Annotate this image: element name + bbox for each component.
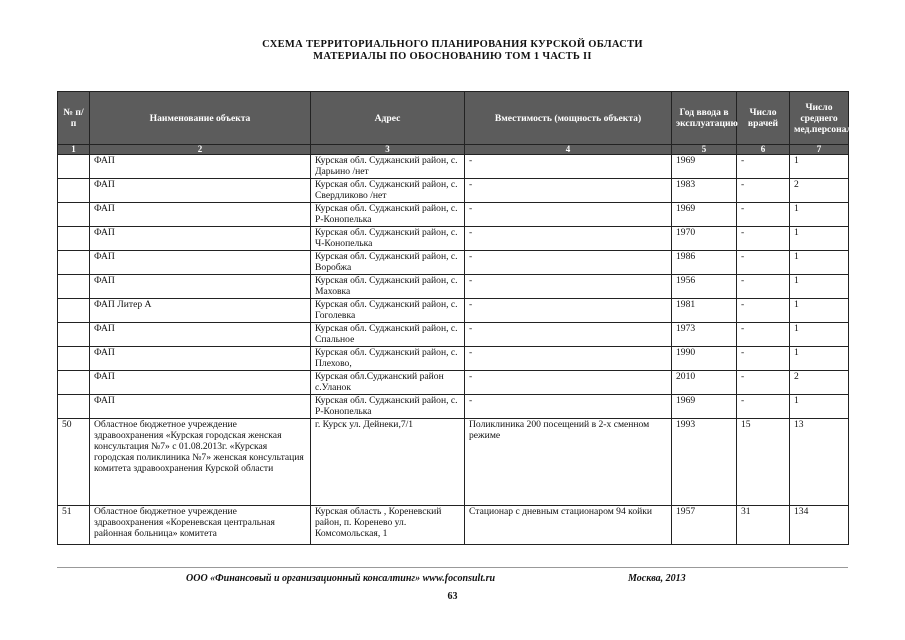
col-number: 7 <box>790 145 849 155</box>
year-commissioned-cell: 1969 <box>672 395 737 419</box>
table-row <box>58 419 849 506</box>
object-name-cell: ФАП <box>90 227 311 251</box>
table-row <box>58 506 849 545</box>
year-commissioned-cell: 1957 <box>672 506 737 545</box>
col-header-name: Наименование объекта <box>90 92 311 145</box>
nurses-count-cell: 1 <box>790 203 849 227</box>
year-commissioned-cell: 1970 <box>672 227 737 251</box>
year-commissioned-cell: 1983 <box>672 179 737 203</box>
facilities-table <box>57 91 857 545</box>
object-name-cell: ФАП <box>90 251 311 275</box>
nurses-count-cell: 134 <box>790 506 849 545</box>
col-header-address: Адрес <box>311 92 465 145</box>
col-number: 2 <box>90 145 311 155</box>
address-cell: Курская обл. Суджанский район, с. Маховка <box>311 275 465 299</box>
nurses-count-cell: 1 <box>790 323 849 347</box>
nurses-count-cell: 1 <box>790 251 849 275</box>
table-row <box>58 179 849 203</box>
row-number-cell <box>58 323 90 347</box>
year-commissioned-cell: 1956 <box>672 275 737 299</box>
doctors-count-cell: 15 <box>737 419 790 506</box>
document-title-line2: МАТЕРИАЛЫ ПО ОБОСНОВАНИЮ ТОМ 1 ЧАСТЬ II <box>313 51 592 62</box>
address-cell: Курская обл. Суджанский район, с. Ч-Конопелька <box>311 227 465 251</box>
table-column-numbers-row <box>58 145 849 155</box>
row-number-cell <box>58 299 90 323</box>
capacity-cell: - <box>465 371 672 395</box>
address-cell: Курская обл. Суджанский район, с. Спальное <box>311 323 465 347</box>
row-number-cell <box>58 179 90 203</box>
table-row <box>58 371 849 395</box>
doctors-count-cell: - <box>737 227 790 251</box>
address-cell: Курская обл. Суджанский район, с. Свердликово /нет <box>311 179 465 203</box>
capacity-cell: - <box>465 347 672 371</box>
capacity-cell: - <box>465 179 672 203</box>
object-name-cell: ФАП <box>90 371 311 395</box>
nurses-count-cell: 2 <box>790 371 849 395</box>
doctors-count-cell: - <box>737 395 790 419</box>
footer-organization: ООО «Финансовый и организационный консалтинг» www.foconsult.ru <box>186 573 496 584</box>
table-body <box>58 155 849 545</box>
nurses-count-cell: 1 <box>790 155 849 179</box>
year-commissioned-cell: 1969 <box>672 155 737 179</box>
year-commissioned-cell: 1981 <box>672 299 737 323</box>
row-number-cell <box>58 155 90 179</box>
row-number-cell <box>58 275 90 299</box>
object-name-cell: Областное бюджетное учреждение здравоохранения «Курская городская женская консультация №7» с 01.08.2013г. «Курская городская поликлиника №7» женская консультация комитета здравоохранения Курской области <box>90 419 311 506</box>
capacity-cell: - <box>465 227 672 251</box>
col-number: 4 <box>465 145 672 155</box>
col-header-capacity: Вместимость (мощность объекта) <box>465 92 672 145</box>
capacity-cell: - <box>465 395 672 419</box>
capacity-cell: Стационар с дневным стационаром 94 койки <box>465 506 672 545</box>
object-name-cell: ФАП <box>90 347 311 371</box>
nurses-count-cell: 1 <box>790 227 849 251</box>
capacity-cell: - <box>465 251 672 275</box>
address-cell: Курская обл. Суджанский район, с. Гоголевка <box>311 299 465 323</box>
object-name-cell: ФАП <box>90 275 311 299</box>
object-name-cell: ФАП <box>90 155 311 179</box>
year-commissioned-cell: 1969 <box>672 203 737 227</box>
row-number-cell <box>58 251 90 275</box>
capacity-cell: - <box>465 203 672 227</box>
address-cell: Курская обл.Суджанский район с.Уланок <box>311 371 465 395</box>
footer-city-year: Москва, 2013 <box>628 573 686 584</box>
address-cell: г. Курск ул. Дейнеки,7/1 <box>311 419 465 506</box>
object-name-cell: Областное бюджетное учреждение здравоохранения «Кореневская центральная районная больница» комитета <box>90 506 311 545</box>
page-number: 63 <box>447 591 458 602</box>
row-number-cell <box>58 395 90 419</box>
object-name-cell: ФАП Литер А <box>90 299 311 323</box>
col-number: 1 <box>58 145 90 155</box>
table-row <box>58 227 849 251</box>
col-number: 5 <box>672 145 737 155</box>
doctors-count-cell: 31 <box>737 506 790 545</box>
address-cell: Курская область , Кореневский район, п. Коренево ул. Комсомольская, 1 <box>311 506 465 545</box>
doctors-count-cell: - <box>737 155 790 179</box>
doctors-count-cell: - <box>737 323 790 347</box>
row-number-cell: 50 <box>58 419 90 506</box>
table-row <box>58 347 849 371</box>
table-row <box>58 323 849 347</box>
nurses-count-cell: 1 <box>790 347 849 371</box>
capacity-cell: Поликлиника 200 посещений в 2-х сменном режиме <box>465 419 672 506</box>
table-row <box>58 203 849 227</box>
capacity-cell: - <box>465 155 672 179</box>
row-number-cell <box>58 203 90 227</box>
doctors-count-cell: - <box>737 371 790 395</box>
capacity-cell: - <box>465 299 672 323</box>
doctors-count-cell: - <box>737 299 790 323</box>
nurses-count-cell: 2 <box>790 179 849 203</box>
doctors-count-cell: - <box>737 275 790 299</box>
row-number-cell: 51 <box>58 506 90 545</box>
address-cell: Курская обл. Суджанский район, с. Р-Конопелька <box>311 395 465 419</box>
table-row <box>58 251 849 275</box>
object-name-cell: ФАП <box>90 179 311 203</box>
nurses-count-cell: 1 <box>790 275 849 299</box>
doctors-count-cell: - <box>737 179 790 203</box>
col-header-year: Год ввода в эксплуатацию <box>672 92 737 145</box>
row-number-cell <box>58 347 90 371</box>
table-row <box>58 275 849 299</box>
object-name-cell: ФАП <box>90 203 311 227</box>
object-name-cell: ФАП <box>90 323 311 347</box>
table-row <box>58 299 849 323</box>
nurses-count-cell: 1 <box>790 299 849 323</box>
doctors-count-cell: - <box>737 203 790 227</box>
footer-divider <box>57 567 848 568</box>
row-number-cell <box>58 371 90 395</box>
address-cell: Курская обл. Суджанский район, с. Плехово, <box>311 347 465 371</box>
table-row <box>58 395 849 419</box>
col-number: 6 <box>737 145 790 155</box>
year-commissioned-cell: 1986 <box>672 251 737 275</box>
doctors-count-cell: - <box>737 251 790 275</box>
address-cell: Курская обл. Суджанский район, с. Воробжа <box>311 251 465 275</box>
col-header-num: № п/п <box>58 92 90 145</box>
capacity-cell: - <box>465 275 672 299</box>
year-commissioned-cell: 1973 <box>672 323 737 347</box>
address-cell: Курская обл. Суджанский район, с. Дарьино /нет <box>311 155 465 179</box>
col-header-doctors: Число врачей <box>737 92 790 145</box>
nurses-count-cell: 13 <box>790 419 849 506</box>
table-row <box>58 155 849 179</box>
year-commissioned-cell: 1990 <box>672 347 737 371</box>
address-cell: Курская обл. Суджанский район, с. Р-Конопелька <box>311 203 465 227</box>
nurses-count-cell: 1 <box>790 395 849 419</box>
capacity-cell: - <box>465 323 672 347</box>
object-name-cell: ФАП <box>90 395 311 419</box>
doctors-count-cell: - <box>737 347 790 371</box>
table-header-row <box>58 92 849 145</box>
row-number-cell <box>58 227 90 251</box>
document-title-line1: СХЕМА ТЕРРИТОРИАЛЬНОГО ПЛАНИРОВАНИЯ КУРСКОЙ ОБЛАСТИ <box>262 39 643 50</box>
year-commissioned-cell: 2010 <box>672 371 737 395</box>
col-header-nurses: Число среднего мед.персонала <box>790 92 849 145</box>
year-commissioned-cell: 1993 <box>672 419 737 506</box>
col-number: 3 <box>311 145 465 155</box>
